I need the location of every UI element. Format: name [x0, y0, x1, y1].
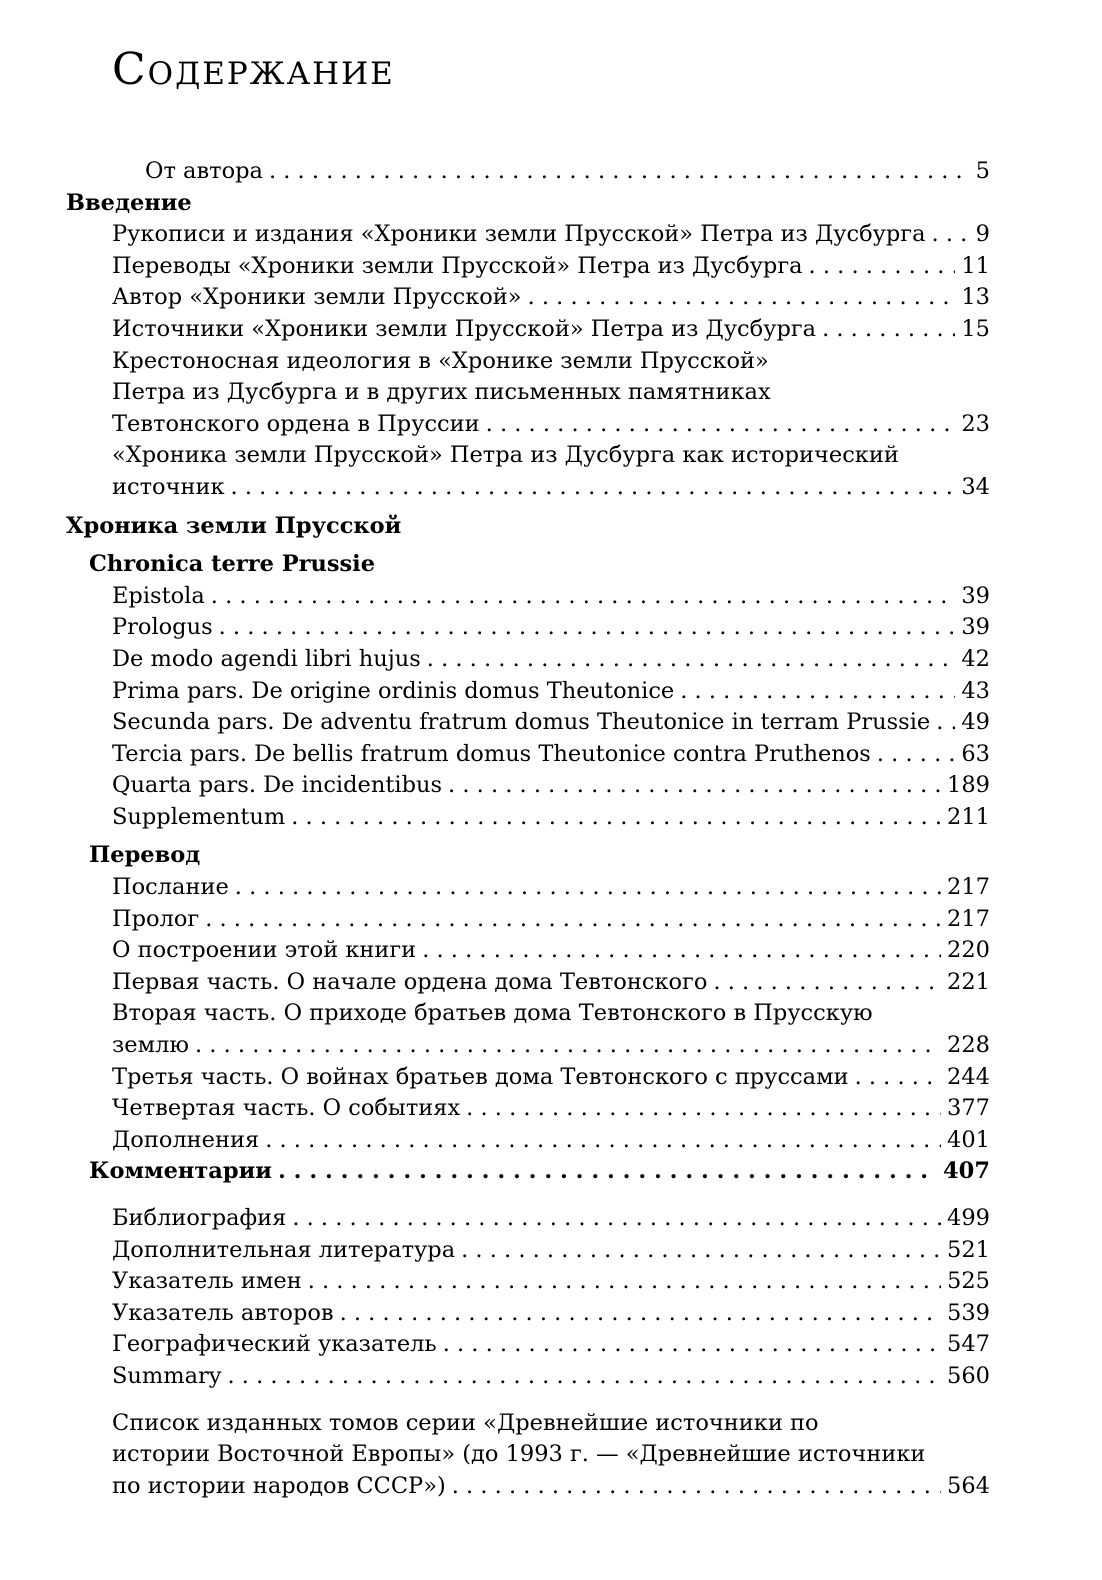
- toc-entry[interactable]: [0, 676, 1102, 708]
- toc-entry[interactable]: [0, 707, 1102, 739]
- toc-heading: [0, 188, 1102, 220]
- dot-leader: [195, 1030, 941, 1062]
- toc-entry-title: Библиография: [112, 1203, 292, 1235]
- toc-entry-title: Supplementum: [112, 802, 291, 834]
- dot-leader: [211, 581, 956, 613]
- dot-leader: [448, 770, 941, 802]
- toc-entry-title-line: Хроника земли Прусской: [66, 512, 402, 539]
- toc-heading: [0, 549, 1102, 581]
- dot-leader: [680, 676, 955, 708]
- page-number: 39: [955, 581, 990, 613]
- page-number: 244: [941, 1062, 990, 1094]
- toc-entry-title: Послание: [112, 872, 235, 904]
- page-number: 49: [955, 707, 990, 739]
- page-number: 23: [955, 409, 990, 441]
- page-number: 63: [955, 739, 990, 771]
- dot-leader: [932, 219, 970, 251]
- dot-leader: [340, 1298, 941, 1330]
- toc-entry-title: Третья часть. О войнах братьев дома Тевтонского с пруссами: [112, 1062, 855, 1094]
- toc-entry-title: От автора: [145, 156, 269, 188]
- toc-heading[interactable]: [0, 1156, 1102, 1188]
- toc-entry-title: Пролог: [112, 904, 205, 936]
- toc-entry-title: Tercia pars. De bellis fratrum domus Theutonice contra Pruthenos: [112, 739, 877, 771]
- toc-entry-title: по истории народов СССР»): [112, 1471, 452, 1503]
- toc-entry-title: источник: [112, 472, 231, 504]
- page-number: 547: [941, 1329, 990, 1361]
- toc-entry-title: Тевтонского ордена в Пруссии: [112, 409, 486, 441]
- dot-leader: [227, 1361, 941, 1393]
- toc-entry[interactable]: [0, 1093, 1102, 1125]
- dot-leader: [466, 1093, 941, 1125]
- page-number: 13: [955, 282, 990, 314]
- page-number: 217: [941, 872, 990, 904]
- page-number: 5: [970, 156, 990, 188]
- dot-leader: [292, 1203, 941, 1235]
- toc-entry[interactable]: [0, 1361, 1102, 1393]
- dot-leader: [231, 472, 956, 504]
- page-number: 189: [941, 770, 990, 802]
- dot-leader: [936, 707, 955, 739]
- toc-entry[interactable]: [0, 156, 1102, 188]
- dot-leader: [235, 872, 941, 904]
- toc-entry-title: Рукописи и издания «Хроники земли Прусской» Петра из Дусбурга: [112, 219, 932, 251]
- toc-entry[interactable]: [0, 1329, 1102, 1361]
- toc-entry[interactable]: [0, 219, 1102, 251]
- page-number: 217: [941, 904, 990, 936]
- toc-entry-title: Указатель авторов: [112, 1298, 340, 1330]
- page-number: 499: [941, 1203, 990, 1235]
- dot-leader: [205, 904, 941, 936]
- page-number: 525: [941, 1266, 990, 1298]
- dot-leader: [219, 612, 956, 644]
- dot-leader: [427, 644, 956, 676]
- dot-leader: [452, 1471, 941, 1503]
- dot-leader: [809, 251, 956, 283]
- dot-leader: [269, 156, 970, 188]
- page-number: 220: [941, 935, 990, 967]
- toc-entry[interactable]: [0, 1266, 1102, 1298]
- toc-entry-title: Дополнения: [112, 1125, 265, 1157]
- dot-leader: [278, 1156, 937, 1188]
- toc-entry[interactable]: [0, 251, 1102, 283]
- dot-leader: [822, 314, 955, 346]
- dot-leader: [486, 409, 956, 441]
- dot-leader: [308, 1266, 941, 1298]
- toc-entry-title-line: Chronica terre Prussie: [89, 551, 376, 578]
- dot-leader: [713, 967, 941, 999]
- toc-entry[interactable]: [0, 739, 1102, 771]
- toc-entry-title-line: Вторая часть. О приходе братьев дома Тевтонского в Прусскую: [112, 1000, 873, 1027]
- page-number: 39: [955, 612, 990, 644]
- toc-entry[interactable]: [0, 904, 1102, 936]
- toc-entry-title-line: Перевод: [89, 842, 201, 869]
- toc-entry-title: Переводы «Хроники земли Прусской» Петра из Дусбурга: [112, 251, 809, 283]
- page-number: 560: [941, 1361, 990, 1393]
- toc-entry[interactable]: [0, 1408, 1102, 1503]
- toc-entry-title: Quarta pars. De incidentibus: [112, 770, 448, 802]
- dot-leader: [443, 1329, 941, 1361]
- toc-entry[interactable]: [0, 770, 1102, 802]
- toc-entry-title-line: «Хроника земли Прусской» Петра из Дусбурга как исторический: [112, 442, 899, 469]
- toc-entry[interactable]: [0, 1235, 1102, 1267]
- page-number: 539: [941, 1298, 990, 1330]
- page-title: Содержание: [112, 44, 395, 95]
- toc-entry[interactable]: [0, 644, 1102, 676]
- table-of-contents: [0, 156, 1102, 1502]
- toc-entry[interactable]: [0, 1125, 1102, 1157]
- toc-entry[interactable]: [0, 440, 1102, 503]
- toc-entry-title: Комментарии: [89, 1156, 278, 1188]
- toc-entry-title: Указатель имен: [112, 1266, 308, 1298]
- toc-entry[interactable]: [0, 612, 1102, 644]
- toc-entry-title: De modo agendi libri hujus: [112, 644, 427, 676]
- dot-leader: [291, 802, 941, 834]
- toc-entry[interactable]: [0, 967, 1102, 999]
- page-number: 211: [941, 802, 990, 834]
- toc-entry[interactable]: [0, 998, 1102, 1061]
- toc-entry-title: Secunda pars. De adventu fratrum domus Theutonice in terram Prussie: [112, 707, 936, 739]
- toc-entry-title: Источники «Хроники земли Прусской» Петра из Дусбурга: [112, 314, 822, 346]
- dot-leader: [877, 739, 956, 771]
- toc-entry-title: Первая часть. О начале ордена дома Тевтонского: [112, 967, 713, 999]
- toc-entry-title: Географический указатель: [112, 1329, 443, 1361]
- page-number: 407: [937, 1156, 990, 1188]
- toc-entry-title: Summary: [112, 1361, 227, 1393]
- toc-entry-title-line: Список изданных томов серии «Древнейшие источники по: [112, 1409, 819, 1436]
- toc-entry-title: О построении этой книги: [112, 935, 422, 967]
- page-number: 221: [941, 967, 990, 999]
- dot-leader: [528, 282, 956, 314]
- page-number: 377: [941, 1093, 990, 1125]
- toc-entry-title-line: Петра из Дусбурга и в других письменных памятниках: [112, 379, 771, 406]
- page-number: 11: [955, 251, 990, 283]
- toc-entry-title: Дополнительная литература: [112, 1235, 461, 1267]
- toc-heading: [0, 511, 1102, 543]
- toc-entry[interactable]: [0, 1062, 1102, 1094]
- toc-entry-title-line: Крестоносная идеология в «Хронике земли Прусской»: [112, 347, 769, 374]
- toc-entry-title: Prologus: [112, 612, 219, 644]
- page-number: 43: [955, 676, 990, 708]
- toc-entry[interactable]: [0, 346, 1102, 441]
- dot-leader: [855, 1062, 941, 1094]
- toc-entry[interactable]: [0, 1298, 1102, 1330]
- toc-entry-title: Prima pars. De origine ordinis domus Theutonice: [112, 676, 680, 708]
- page-number: 228: [941, 1030, 990, 1062]
- toc-entry-title: Epistola: [112, 581, 211, 613]
- toc-entry-title: землю: [112, 1030, 195, 1062]
- page-number: 9: [970, 219, 990, 251]
- page-number: 15: [955, 314, 990, 346]
- toc-entry[interactable]: [0, 581, 1102, 613]
- toc-entry-title-line: Введение: [66, 189, 192, 216]
- toc-entry[interactable]: [0, 1203, 1102, 1235]
- dot-leader: [422, 935, 941, 967]
- toc-heading: [0, 840, 1102, 872]
- toc-entry-title: Четвертая часть. О событиях: [112, 1093, 466, 1125]
- page-number: 42: [955, 644, 990, 676]
- dot-leader: [461, 1235, 941, 1267]
- toc-entry-title: Автор «Хроники земли Прусской»: [112, 282, 528, 314]
- toc-entry-title-line: истории Восточной Европы» (до 1993 г. — «Древнейшие источники: [112, 1441, 926, 1468]
- page-number: 34: [955, 472, 990, 504]
- page-number: 521: [941, 1235, 990, 1267]
- dot-leader: [265, 1125, 941, 1157]
- page-number: 401: [941, 1125, 990, 1157]
- toc-entry[interactable]: [0, 935, 1102, 967]
- toc-entry[interactable]: [0, 282, 1102, 314]
- toc-entry[interactable]: [0, 872, 1102, 904]
- toc-entry[interactable]: [0, 802, 1102, 834]
- toc-entry[interactable]: [0, 314, 1102, 346]
- page-number: 564: [941, 1471, 990, 1503]
